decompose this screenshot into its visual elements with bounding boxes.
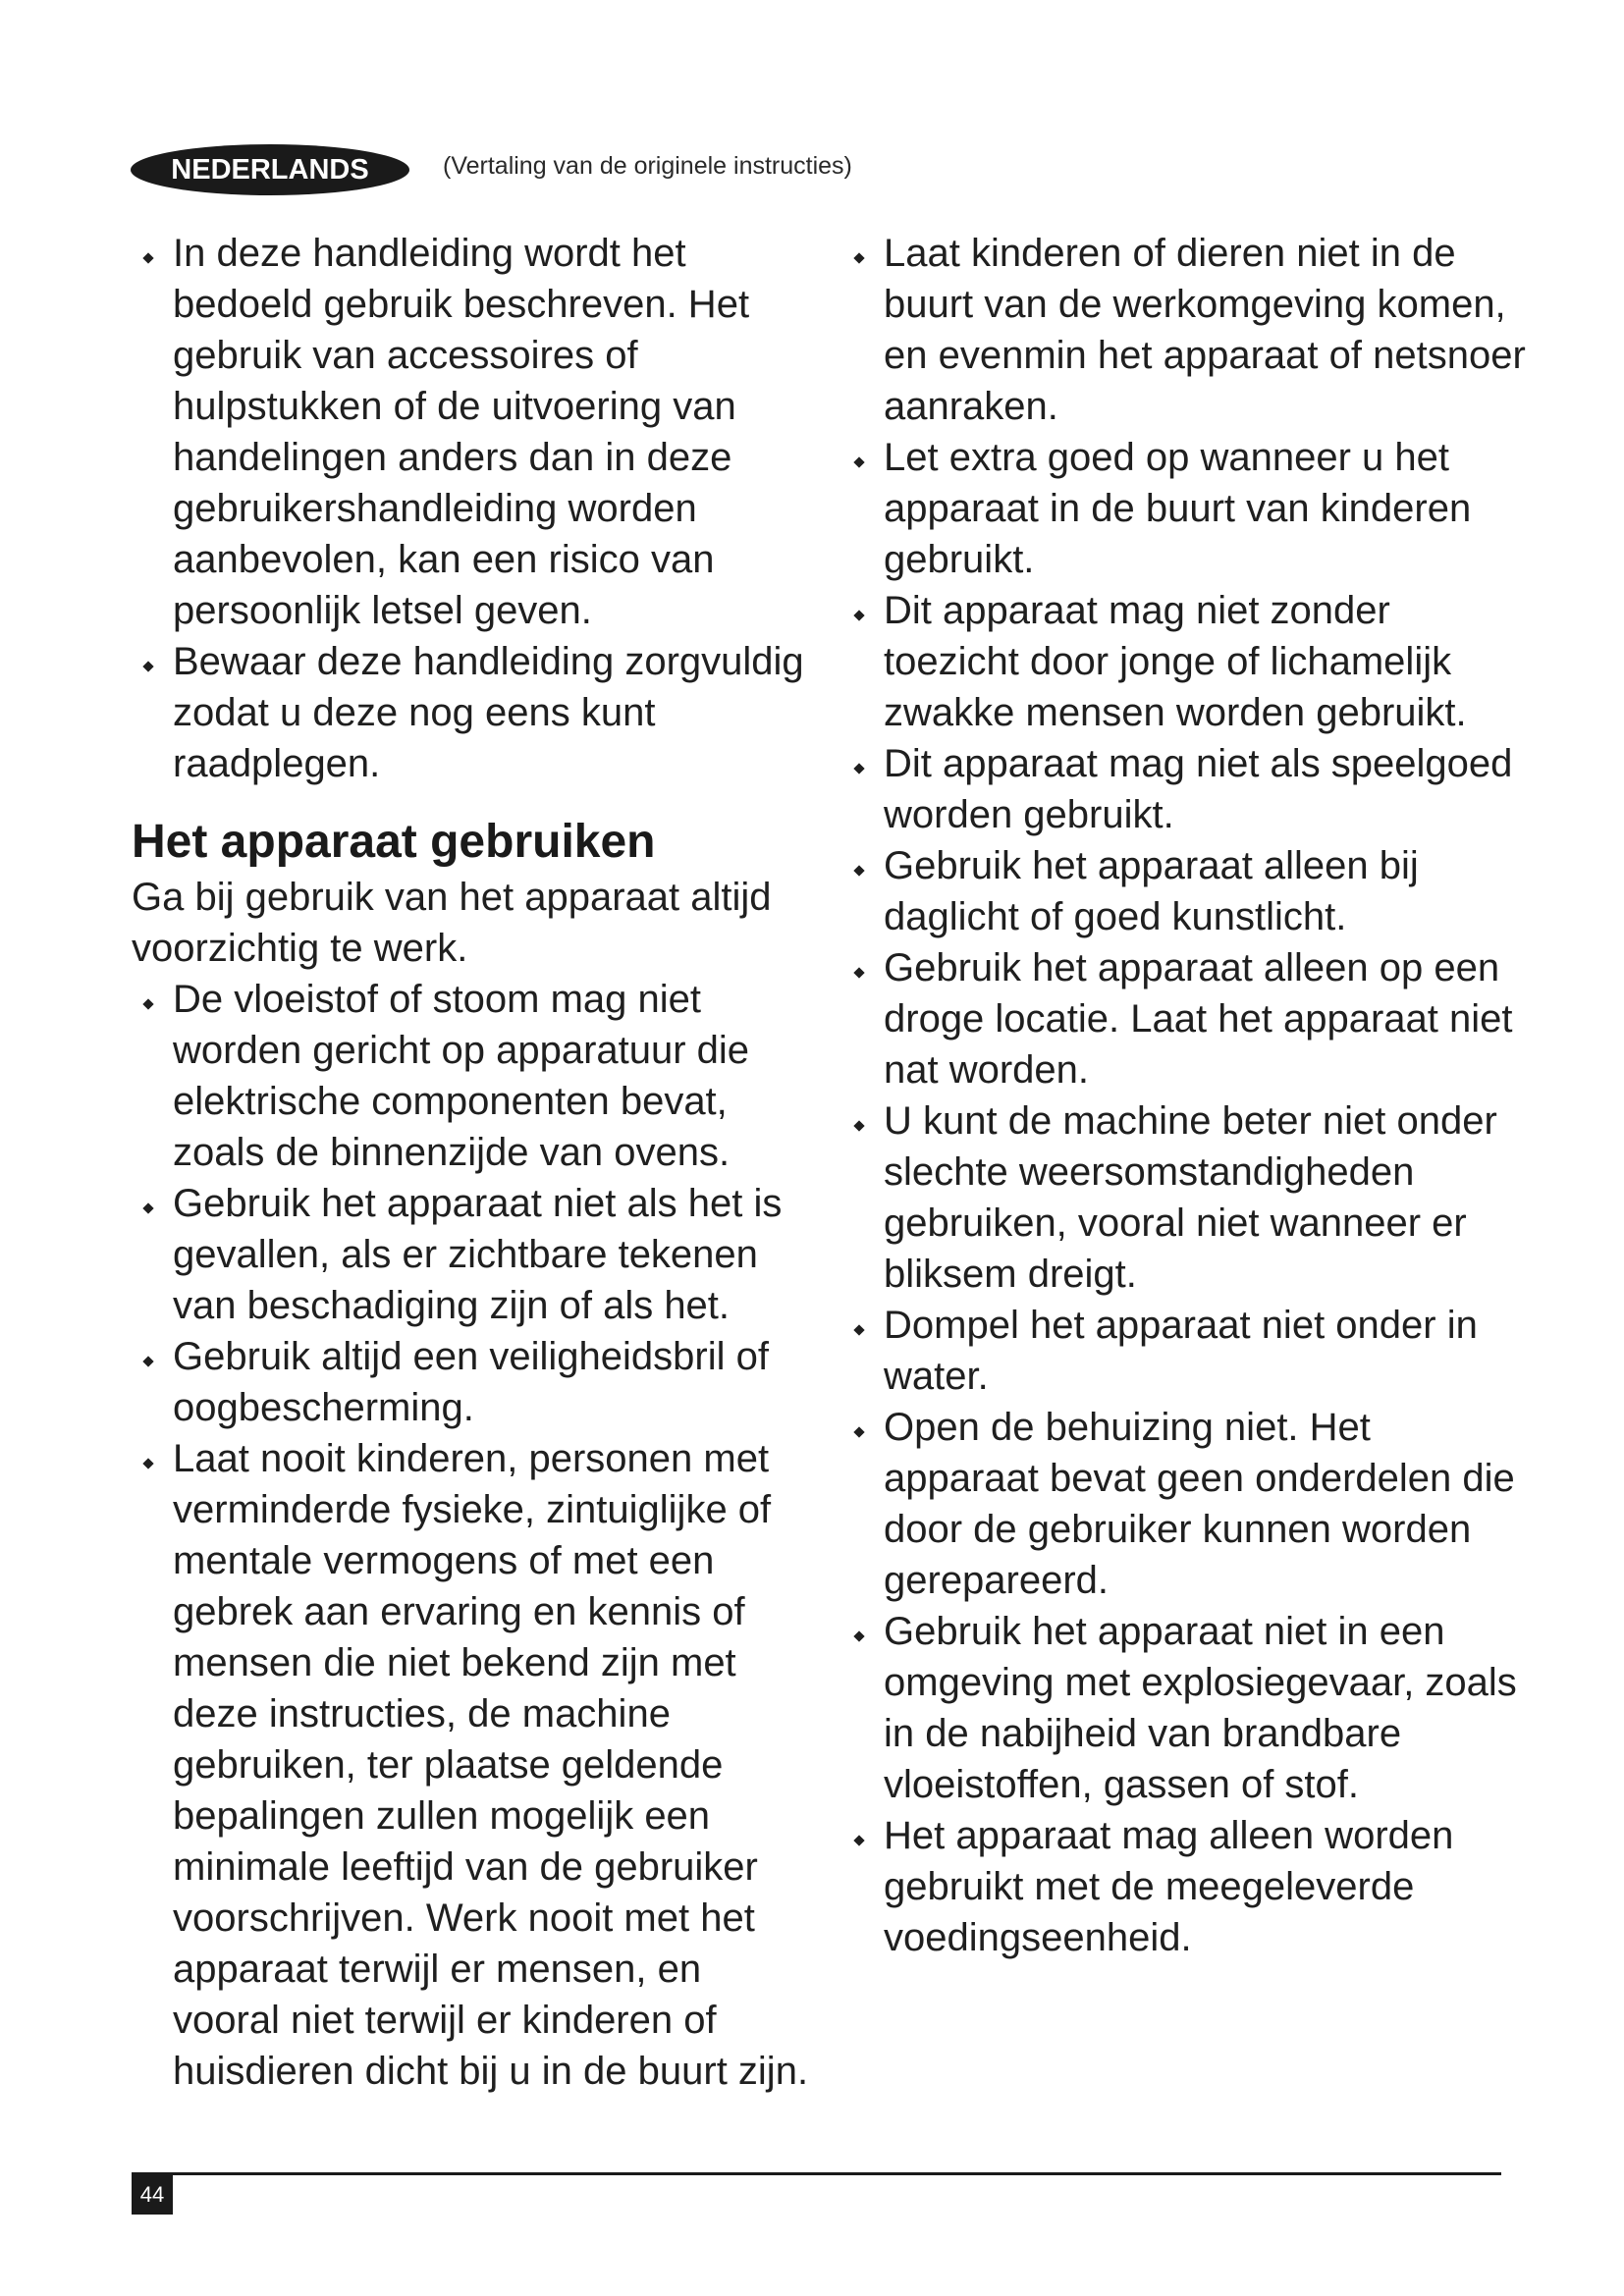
list-item: De vloeistof of stoom mag niet worden gericht op apparatuur die elektrische componenten bevat, zoals de binnenzijde van ovens. xyxy=(132,974,809,1178)
diamond-bullet-icon xyxy=(142,661,153,671)
diamond-bullet-icon xyxy=(853,967,864,978)
diamond-bullet-icon xyxy=(853,1120,864,1131)
list-item: Gebruik altijd een veiligheidsbril of oogbescherming. xyxy=(132,1331,809,1433)
diamond-bullet-icon xyxy=(853,1426,864,1437)
section-bullet-list xyxy=(132,974,809,2097)
diamond-bullet-icon xyxy=(853,1324,864,1335)
safety-bullet-list xyxy=(842,228,1530,1963)
list-item: Open de behuizing niet. Het apparaat bevat geen onderdelen die door de gebruiker kunnen worden gerepareerd. xyxy=(842,1402,1530,1606)
language-badge: NEDERLANDS xyxy=(131,144,409,195)
list-item: Laat kinderen of dieren niet in de buurt van de werkomgeving komen, en evenmin het apparaat of netsnoer aanraken. xyxy=(842,228,1530,432)
list-item: U kunt de machine beter niet onder slechte weersomstandigheden gebruiken, vooral niet wanneer er bliksem dreigt. xyxy=(842,1095,1530,1300)
translation-note: (Vertaling van de originele instructies) xyxy=(443,152,852,180)
left-column xyxy=(132,228,809,2097)
section-title: Het apparaat gebruiken xyxy=(132,816,656,868)
diamond-bullet-icon xyxy=(142,252,153,263)
diamond-bullet-icon xyxy=(142,1202,153,1213)
intro-bullet-list xyxy=(132,228,809,789)
right-column xyxy=(842,228,1530,1963)
list-item: Het apparaat mag alleen worden gebruikt met de meegeleverde voedingseenheid. xyxy=(842,1810,1530,1963)
diamond-bullet-icon xyxy=(853,610,864,620)
list-item: Gebruik het apparaat alleen bij daglicht of goed kunstlicht. xyxy=(842,840,1530,942)
list-item: Dit apparaat mag niet als speelgoed worden gebruikt. xyxy=(842,738,1530,840)
list-item: Let extra goed op wanneer u het apparaat in de buurt van kinderen gebruikt. xyxy=(842,432,1530,585)
diamond-bullet-icon xyxy=(853,865,864,876)
list-item: Gebruik het apparaat niet als het is gevallen, als er zichtbare tekenen van beschadiging zijn of als het. xyxy=(132,1178,809,1331)
list-item: Bewaar deze handleiding zorgvuldig zodat u deze nog eens kunt raadplegen. xyxy=(132,636,809,789)
list-item: Laat nooit kinderen, personen met verminderde fysieke, zintuiglijke of mentale vermogens of met een gebrek aan ervaring en kennis of mensen die niet bekend zijn met deze instructies, de machine gebruiken, ter plaatse geldende bepalingen zullen mogelijk een minimale leeftijd van de gebruiker voorschrijven. Werk nooit met het apparaat terwijl er mensen, en vooral niet terwijl er kinderen of huisdieren dicht bij u in de buurt zijn. xyxy=(132,1433,809,2097)
diamond-bullet-icon xyxy=(142,1458,153,1468)
list-item: Gebruik het apparaat alleen op een droge locatie. Laat het apparaat niet nat worden. xyxy=(842,942,1530,1095)
page-number: 44 xyxy=(132,2175,173,2215)
list-item: Dompel het apparaat niet onder in water. xyxy=(842,1300,1530,1402)
footer-divider xyxy=(132,2172,1501,2175)
section-intro: Ga bij gebruik van het apparaat altijd voorzichtig te werk. xyxy=(132,876,772,970)
list-item: Dit apparaat mag niet zonder toezicht door jonge of lichamelijk zwakke mensen worden gebruikt. xyxy=(842,585,1530,738)
list-item: Gebruik het apparaat niet in een omgeving met explosiegevaar, zoals in de nabijheid van brandbare vloeistoffen, gassen of stof. xyxy=(842,1606,1530,1810)
diamond-bullet-icon xyxy=(853,252,864,263)
diamond-bullet-icon xyxy=(853,456,864,467)
diamond-bullet-icon xyxy=(853,1630,864,1641)
diamond-bullet-icon xyxy=(853,1835,864,1845)
diamond-bullet-icon xyxy=(142,1356,153,1366)
diamond-bullet-icon xyxy=(853,763,864,774)
diamond-bullet-icon xyxy=(142,998,153,1009)
list-item: In deze handleiding wordt het bedoeld gebruik beschreven. Het gebruik van accessoires of hulpstukken of de uitvoering van handelingen anders dan in deze gebruikershandleiding worden aanbevolen, kan een risico van persoonlijk letsel geven. xyxy=(132,228,809,636)
